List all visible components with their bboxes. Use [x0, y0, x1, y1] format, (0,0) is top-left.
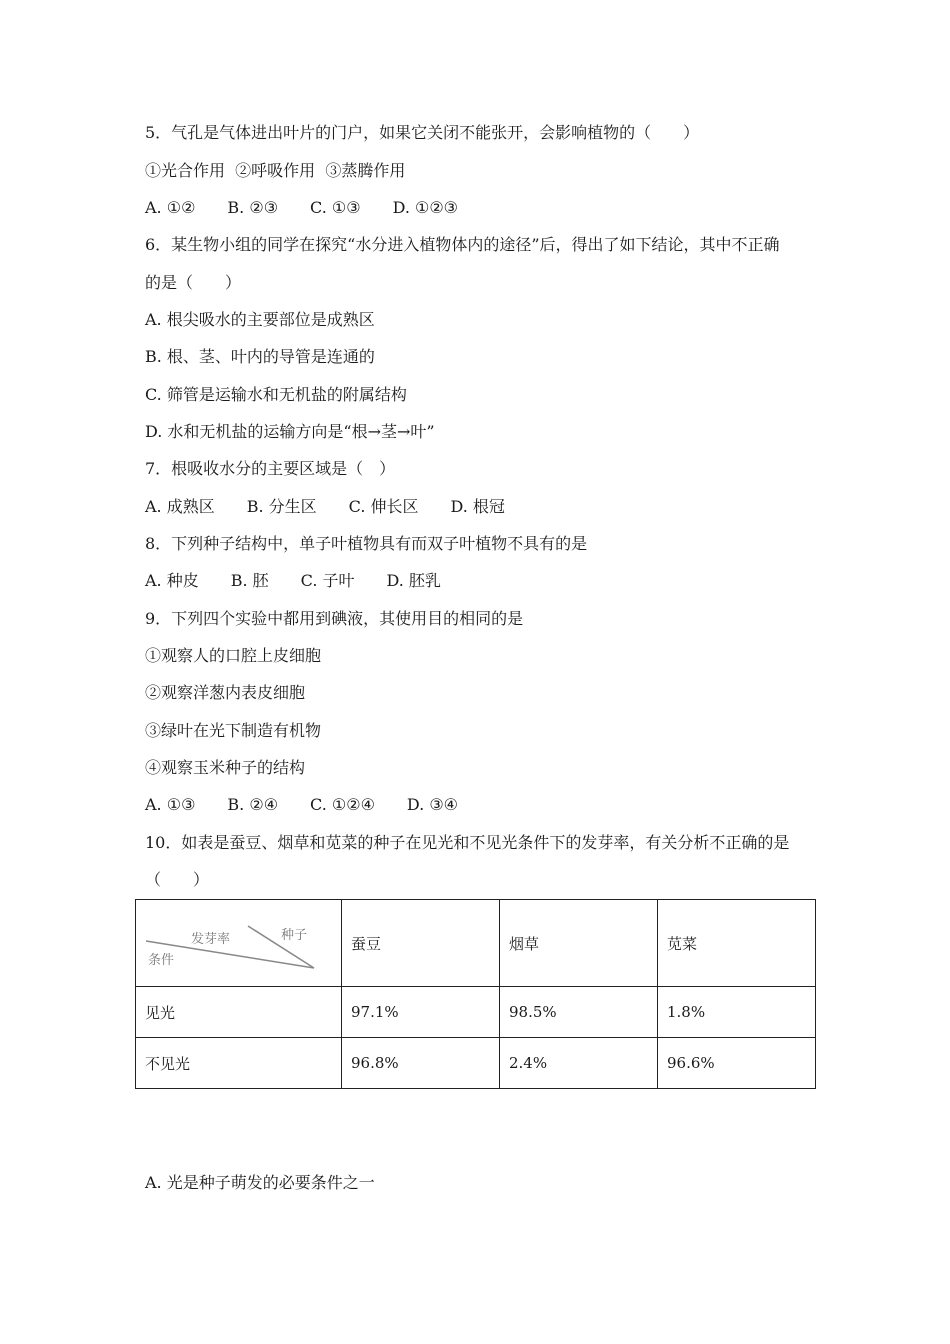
q10-option-a: A. 光是种子萌发的必要条件之一	[145, 1173, 375, 1192]
germination-table	[135, 899, 816, 1089]
q6-stem-line1: 6．某生物小组的同学在探究“水分进入植物体内的途径”后，得出了如下结论，其中不正确	[145, 235, 780, 254]
diagonal-header-cell	[136, 900, 342, 987]
q10-stem-line1: 10．如表是蚕豆、烟草和苋菜的种子在见光和不见光条件下的发芽率，有关分析不正确的是	[145, 833, 790, 852]
row-label-dark: 不见光	[136, 1038, 342, 1089]
header-label-rate: 发芽率	[191, 932, 231, 947]
header-label-condition: 条件	[148, 953, 175, 968]
q10-stem-line2: （ ）	[145, 870, 210, 889]
table-cell: 96.8%	[342, 1038, 500, 1089]
diagonal-header-image	[136, 900, 341, 987]
q9-options: A. ①③ B. ②④ C. ①②④ D. ③④	[145, 795, 459, 814]
table-cell: 1.8%	[658, 987, 816, 1038]
q9-stem: 9．下列四个实验中都用到碘液，其使用目的相同的是	[145, 609, 524, 628]
table-row	[136, 987, 816, 1038]
column-header-amaranth: 苋菜	[658, 900, 816, 987]
table-cell: 98.5%	[500, 987, 658, 1038]
q7-stem: 7．根吸收水分的主要区域是（ ）	[145, 459, 396, 478]
header-label-seed: 种子	[281, 928, 308, 943]
q7-options: A. 成熟区 B. 分生区 C. 伸长区 D. 根冠	[145, 497, 505, 516]
q9-item-1: ①观察人的口腔上皮细胞	[145, 646, 322, 665]
column-header-broad-bean: 蚕豆	[342, 900, 500, 987]
q6-option-c: C. 筛管是运输水和无机盐的附属结构	[145, 385, 407, 404]
q8-stem: 8．下列种子结构中，单子叶植物具有而双子叶植物不具有的是	[145, 534, 588, 553]
table-cell: 97.1%	[342, 987, 500, 1038]
q5-stem: 5．气孔是气体进出叶片的门户，如果它关闭不能张开，会影响植物的（ ）	[145, 123, 700, 142]
table-cell: 2.4%	[500, 1038, 658, 1089]
q8-options: A. 种皮 B. 胚 C. 子叶 D. 胚乳	[145, 571, 441, 590]
q6-option-d: D. 水和无机盐的运输方向是“根→茎→叶”	[145, 422, 435, 441]
q9-item-2: ②观察洋葱内表皮细胞	[145, 683, 306, 702]
q5-options: A. ①② B. ②③ C. ①③ D. ①②③	[145, 198, 459, 217]
row-label-light: 见光	[136, 987, 342, 1038]
q5-items: ①光合作用 ②呼吸作用 ③蒸腾作用	[145, 161, 406, 180]
table-row	[136, 1038, 816, 1089]
q6-option-a: A. 根尖吸水的主要部位是成熟区	[145, 310, 375, 329]
q6-stem-line2: 的是（ ）	[145, 273, 242, 292]
q9-item-4: ④观察玉米种子的结构	[145, 758, 306, 777]
column-header-tobacco: 烟草	[500, 900, 658, 987]
table-cell: 96.6%	[658, 1038, 816, 1089]
q6-option-b: B. 根、茎、叶内的导管是连通的	[145, 347, 375, 366]
table-header-row	[136, 900, 816, 987]
q9-item-3: ③绿叶在光下制造有机物	[145, 721, 322, 740]
